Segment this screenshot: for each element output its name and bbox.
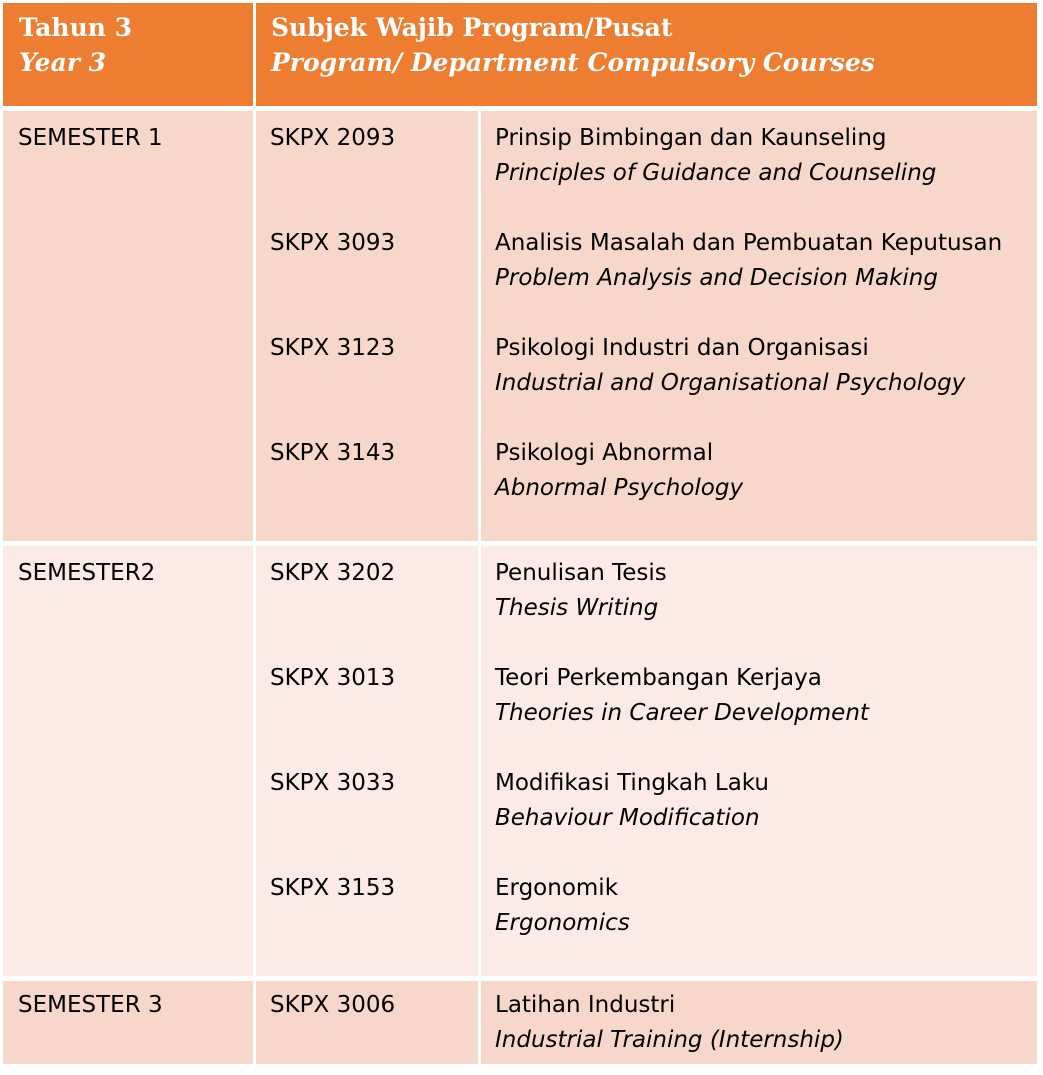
course-title-ms: Penulisan Tesis	[495, 560, 667, 586]
course-title-ms: Modifikasi Tingkah Laku	[495, 770, 769, 796]
course-title-ms: Ergonomik	[495, 875, 619, 901]
semester-1-row	[3, 111, 1037, 541]
semester-label: SEMESTER2	[18, 560, 156, 586]
header-year-cell	[3, 3, 253, 106]
semester-label: SEMESTER 3	[18, 992, 163, 1018]
course-code: SKPX 3013	[270, 665, 396, 691]
course-title-en: Thesis Writing	[495, 595, 659, 621]
header-year-en: Year 3	[19, 48, 107, 77]
course-title-en: Industrial Training (Internship)	[495, 1027, 844, 1053]
code-cell	[256, 111, 478, 541]
semester-cell	[3, 111, 253, 541]
course-code: SKPX 3093	[270, 230, 396, 256]
course-title-en: Theories in Career Development	[495, 700, 869, 726]
code-cell	[256, 546, 478, 976]
course-title-en: Behaviour Modification	[495, 805, 760, 831]
course-title	[495, 331, 965, 401]
course-title	[495, 556, 667, 626]
course-code: SKPX 3202	[270, 560, 396, 586]
course-title	[495, 871, 630, 941]
course-title-en: Principles of Guidance and Counseling	[495, 160, 937, 186]
course-title-ms: Psikologi Industri dan Organisasi	[495, 335, 869, 361]
header-courses-ms: Subjek Wajib Program/Pusat	[271, 13, 673, 42]
course-code: SKPX 3033	[270, 770, 396, 796]
course-title-ms: Prinsip Bimbingan dan Kaunseling	[495, 125, 887, 151]
course-code: SKPX 3006	[270, 992, 396, 1018]
course-title-ms: Psikologi Abnormal	[495, 440, 714, 466]
table-header	[3, 3, 1037, 106]
course-title-en: Abnormal Psychology	[495, 475, 744, 501]
semester-cell	[3, 546, 253, 976]
header-courses-en: Program/ Department Compulsory Courses	[271, 48, 875, 77]
course-code: SKPX 3123	[270, 335, 396, 361]
course-title	[495, 121, 936, 191]
semester-label: SEMESTER 1	[18, 125, 163, 151]
course-title	[495, 436, 743, 506]
course-title	[495, 661, 869, 731]
semester-2-row	[3, 546, 1037, 976]
course-title	[495, 226, 1002, 296]
course-title-ms: Teori Perkembangan Kerjaya	[495, 665, 822, 691]
course-title-en: Ergonomics	[495, 910, 630, 936]
course-code: SKPX 3153	[270, 875, 396, 901]
course-title	[495, 766, 769, 836]
course-code: SKPX 3143	[270, 440, 396, 466]
header-courses-cell	[256, 3, 1037, 106]
course-title-ms: Latihan Industri	[495, 992, 676, 1018]
semester-3-row	[3, 981, 1037, 1064]
course-title-ms: Analisis Masalah dan Pembuatan Keputusan	[495, 230, 1003, 256]
course-title-en: Industrial and Organisational Psychology	[495, 370, 966, 396]
header-year-ms: Tahun 3	[19, 13, 133, 42]
course-title	[495, 988, 844, 1058]
course-title-en: Problem Analysis and Decision Making	[495, 265, 938, 291]
course-code: SKPX 2093	[270, 125, 396, 151]
